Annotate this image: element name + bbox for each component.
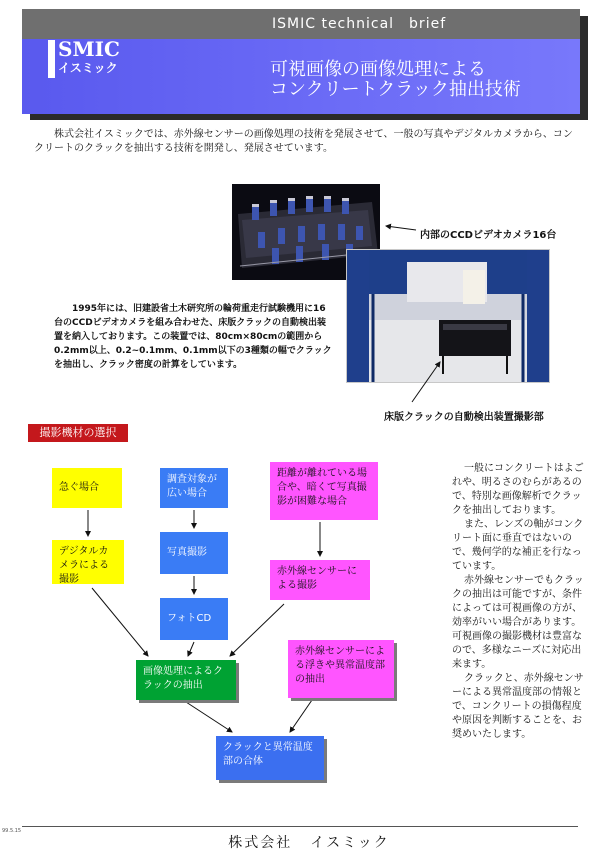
logo-kana: イスミック	[58, 61, 118, 75]
company-name-part-1: 株式会社	[228, 835, 293, 851]
flow-box-hurry: 急ぐ場合	[52, 468, 122, 508]
explanation-paragraph-3: 赤外線センサーでもクラックの抽出は可能ですが、条件によっては可視画像の方が、効率がいい場合があります。可視画像の撮影機材は豊富なので、多様なニーズに対応出来ます。	[452, 575, 584, 670]
intro-paragraph: 株式会社イスミックでは、赤外線センサーの画像処理の技術を発展させて、一般の写真やデジタルカメラから、コンクリートのクラックを抽出する技術を開発し、発展させています。	[34, 129, 573, 154]
explanation-paragraph-2: また、レンズの軸がコンクリート面に垂直ではないので、幾何学的な補正を行なっています。	[452, 519, 584, 572]
explanation-paragraph-1: 一般にコンクリートはよごれや、明るさのむらがあるので、特別な画像解析でクラックを抽出しております。	[452, 463, 584, 516]
logo-text: SMIC	[58, 37, 120, 61]
company-name-part-2: イスミック	[310, 835, 390, 851]
flow-box-photo-cd: フォトCD	[160, 598, 228, 640]
flow-box-far-dark: 距離が離れている場合や、暗くて写真撮影が困難な場合	[270, 462, 378, 520]
flow-box-wide-area: 調査対象が広い場合	[160, 468, 228, 508]
flow-box-merge: クラックと異常温度部の合体	[216, 736, 324, 780]
section-label: 撮影機材の選択	[28, 424, 128, 442]
banner-text: ISMIC technical brief	[272, 16, 447, 32]
flow-box-photo: 写真撮影	[160, 532, 228, 574]
flow-box-ir-abnormal-temp: 赤外線センサーによる浮きや異常温度部の抽出	[288, 640, 394, 698]
document-id: 99.5.15	[2, 828, 22, 834]
title-line-1: 可視画像の画像処理による	[270, 59, 486, 80]
company-name	[0, 832, 600, 852]
title-line-2: コンクリートクラック抽出技術	[270, 79, 521, 100]
flow-box-ir-shooting: 赤外線センサーによる撮影	[270, 560, 370, 600]
explanation-text	[452, 462, 586, 742]
flow-box-digital-camera: デジタルカメラによる撮影	[52, 540, 124, 584]
caption-device: 床版クラックの自動検出装置撮影部	[384, 412, 544, 423]
flow-box-image-processing: 画像処理によるクラックの抽出	[136, 660, 236, 700]
history-paragraph: 1995年には、旧建設省土木研究所の輪荷重走行試験機用に16台のCCDビデオカメラを組み合わせた、床版クラックの自動検出装置を納入しております。この装置では、80cm×80cmの範囲から0.2mm以上、0.2~0.1mm、0.1mm以下の3種類の幅でクラックを抽出し、クラック密度の計算をしています。	[54, 304, 332, 370]
explanation-paragraph-4: クラックと、赤外線センサーによる異常温度部の情報とで、コンクリートの損傷程度や原因を判断することを、お奨めいたします。	[452, 673, 584, 740]
caption-cameras: 内部のCCDビデオカメラ16台	[420, 230, 557, 241]
footer-divider	[22, 826, 578, 827]
